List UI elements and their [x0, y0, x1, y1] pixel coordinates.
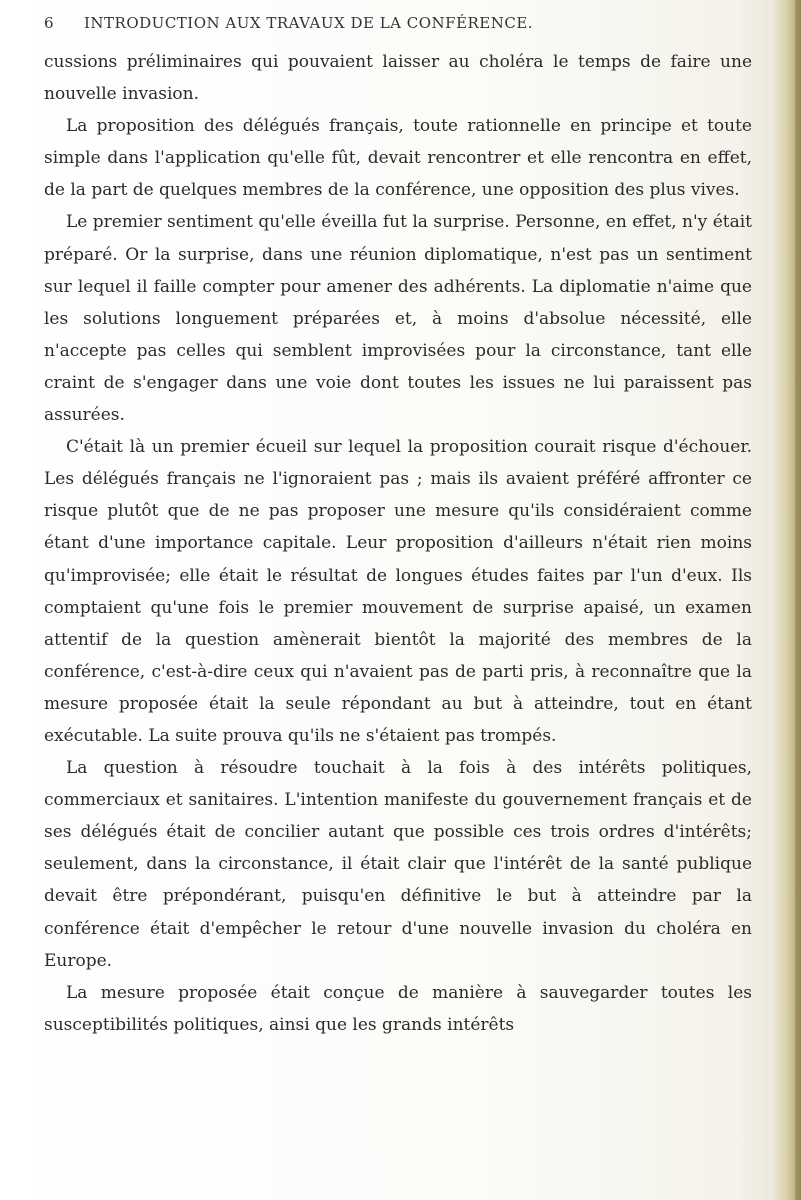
body-text: [44, 46, 752, 1041]
paragraph: Le premier sentiment qu'elle éveilla fut la surprise. Personne, en effet, n'y était préparé. Or la surprise, dans une réunion diplomatique, n'est pas un sentiment sur lequel il faille compter pour amener des adhérents. La diplomatie n'aime que les solutions longuement préparées et, à moins d'absolue nécessité, elle n'accepte pas celles qui semblent improvisées pour la circonstance, tant elle craint de s'engager dans une voie dont toutes les issues ne lui paraissent pas assurées.: [44, 212, 752, 426]
page-edge-dark: [795, 0, 801, 1200]
page-number: 6: [44, 14, 55, 32]
paragraph: cussions préliminaires qui pouvaient laisser au choléra le temps de faire une nouvelle invasion.: [44, 52, 752, 105]
paragraph: La mesure proposée était conçue de manière à sauvegarder toutes les susceptibilités politiques, ainsi que les grands intérêts: [44, 982, 752, 1035]
paragraph: C'était là un premier écueil sur lequel la proposition courait risque d'échouer. Les délégués français ne l'ignoraient pas ; mais ils avaient préféré affronter ce risque plutôt que de ne pas proposer une mesure qu'ils considéraient comme étant d'une importance capitale. Leur proposition d'ailleurs n'était rien moins qu'improvisée; elle était le résultat de longues études faites par l'un d'eux. Ils comptaient qu'une fois le premier mouvement de surprise apaisé, un examen attentif de la question amènerait bientôt la majorité des membres de la conférence, c'est-à-dire ceux qui n'avaient pas de parti pris, à reconnaître que la mesure proposée était la seule répondant au but à atteindre, tout en étant exécutable. La suite prouva qu'ils ne s'étaient pas trompés.: [44, 437, 752, 746]
paragraph: La question à résoudre touchait à la fois à des intérêts politiques, commerciaux et sanitaires. L'intention manifeste du gouvernement français et de ses délégués était de concilier autant que possible ces trois ordres d'intérêts; seulement, dans la circonstance, il était clair que l'intérêt de la santé publique devait être prépondérant, puisqu'en définitive le but à atteindre par la conférence était d'empêcher le retour d'une nouvelle invasion du choléra en Europe.: [44, 758, 752, 971]
running-header: [44, 14, 744, 32]
paragraph: La proposition des délégués français, toute rationnelle en principe et toute simple dans l'application qu'elle fût, devait rencontrer et elle rencontra en effet, de la part de quelques membres de la conférence, une opposition des plus vives.: [44, 116, 752, 201]
running-title: INTRODUCTION AUX TRAVAUX DE LA CONFÉRENCE.: [84, 14, 534, 32]
